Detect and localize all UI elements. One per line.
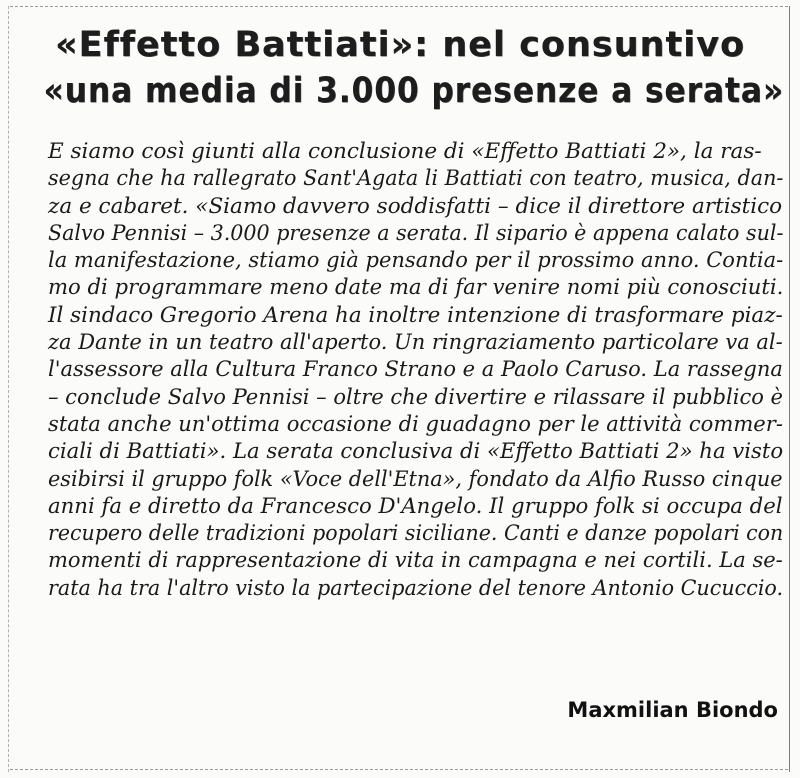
clipping-edge-right	[789, 6, 790, 772]
article-line: za e cabaret. «Siamo davvero soddisfatti – dice il direttore artistico	[48, 193, 783, 219]
clipping-edge-top	[10, 6, 788, 7]
article-line: za Dante in un teatro all'aperto. Un ringraziamento particolare va al-	[48, 330, 783, 356]
article-line: mo di programmare meno date ma di far venire nomi più conosciuti.	[48, 275, 784, 301]
clipping-edge-left	[8, 6, 9, 772]
article-line: esibirsi il gruppo folk «Voce dell'Etna», fondato da Alfio Russo cinque	[48, 466, 783, 492]
headline-line-2: «una media di 3.000 presenze a serata»	[43, 71, 784, 111]
article-line: segna che ha rallegrato Sant'Agata li Battiati con teatro, musica, dan-	[48, 166, 784, 192]
article-line: anni fa e diretto da Francesco D'Angelo. Il gruppo folk si occupa del	[48, 493, 783, 519]
article-line: rata ha tra l'altro visto la partecipazione del tenore Antonio Cucuccio.	[48, 575, 784, 601]
article-line: ciali di Battiati». La serata conclusiva di «Effetto Battiati 2» ha visto	[48, 439, 784, 465]
article-headline	[0, 22, 800, 114]
article-line: la manifestazione, stiamo già pensando per il prossimo anno. Contia-	[48, 248, 784, 274]
article-line: Il sindaco Gregorio Arena ha inoltre intenzione di trasformare piaz-	[48, 302, 783, 328]
article-line: stata anche un'ottima occasione di guadagno per le attività commer-	[48, 411, 783, 437]
article-body	[48, 138, 783, 602]
headline-line-1: «Effetto Battiati»: nel consuntivo	[54, 25, 746, 65]
author-byline: Maxmilian Biondo	[567, 698, 778, 722]
article-line: E siamo così giunti alla conclusione di «Effetto Battiati 2», la ras-	[48, 139, 762, 164]
article-line: – conclude Salvo Pennisi – oltre che divertire e rilassare il pubblico è	[48, 384, 783, 410]
article-line: Salvo Pennisi – 3.000 presenze a serata. Il sipario è appena calato sul-	[48, 220, 784, 246]
clipping-edge-bottom	[10, 769, 788, 770]
article-line: momenti di rappresentazione di vita in campagna e nei cortili. La se-	[48, 548, 783, 574]
article-line: recupero delle tradizioni popolari siciliane. Canti e danze popolari con	[48, 521, 784, 547]
article-line: l'assessore alla Cultura Franco Strano e a Paolo Caruso. La rassegna	[48, 357, 783, 383]
